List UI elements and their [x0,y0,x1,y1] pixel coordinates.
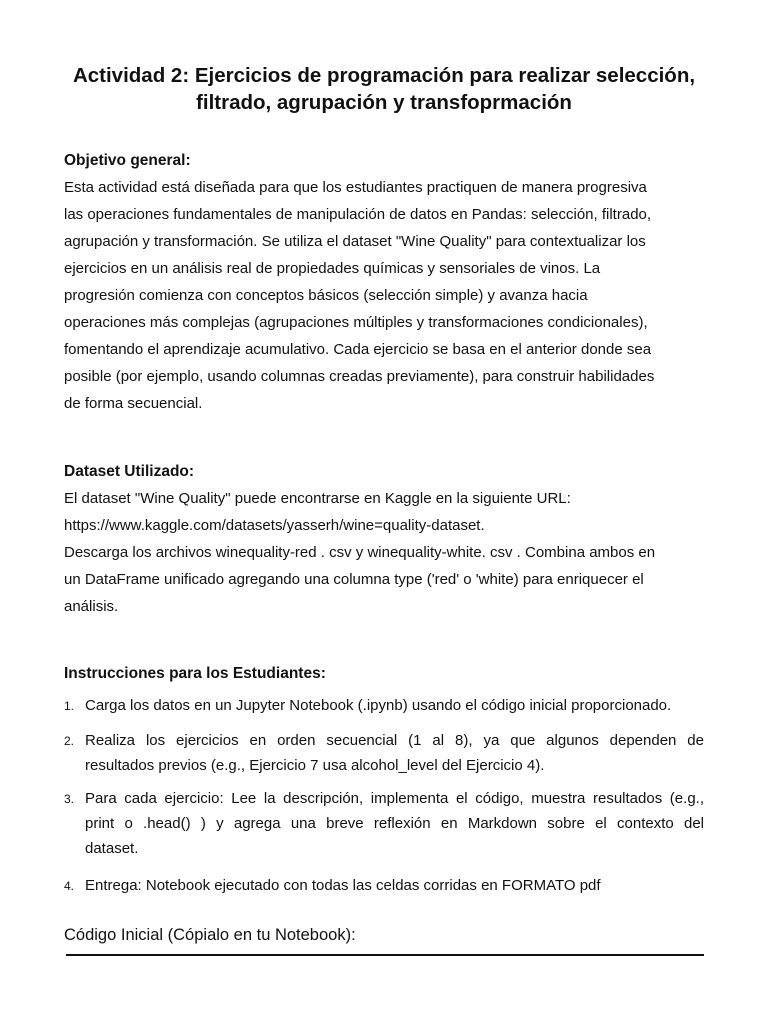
title-line-2: filtrado, agrupación y transfoprmación [196,91,572,114]
instrucciones-list [64,693,704,898]
item-number: 1. [64,699,75,713]
objetivo-heading: Objetivo general: [64,152,191,169]
item-number: 3. [64,792,75,806]
item-line: dataset. [85,840,139,857]
instruccion-item [64,873,704,898]
objetivo-paragraph [64,174,704,417]
dataset-line: El dataset "Wine Quality" puede encontrarse en Kaggle en la siguiente URL: [64,490,571,507]
dataset-line: un DataFrame unificado agregando una columna type ('red' o 'white) para enriquecer el [64,571,644,588]
objetivo-line: agrupación y transformación. Se utiliza el dataset "Wine Quality" para contextualizar los [64,233,646,250]
item-number: 2. [64,734,75,748]
dataset-url[interactable]: https://www.kaggle.com/datasets/yasserh/wine=quality-dataset. [64,517,485,534]
objetivo-line: fomentando el aprendizaje acumulativo. Cada ejercicio se basa en el anterior donde sea [64,341,652,358]
dataset-heading: Dataset Utilizado: [64,463,195,480]
objetivo-section [64,147,704,417]
item-number: 4. [64,879,75,893]
item-text [85,693,704,718]
item-line: Carga los datos en un Jupyter Notebook (.ipynb) usando el código inicial proporcionado. [85,697,672,714]
item-line: resultados previos (e.g., Ejercicio 7 usa alcohol_level del Ejercicio 4). [85,757,545,774]
codigo-inicial-label: Código Inicial (Cópialo en tu Notebook): [64,926,356,944]
instruccion-item [64,786,704,861]
item-line: print o .head() ) y agrega una breve reflexión en Markdown sobre el contexto del [85,815,704,832]
objetivo-line: ejercicios en un análisis real de propiedades químicas y sensoriales de vinos. La [64,260,601,277]
objetivo-line: progresión comienza con conceptos básicos (selección simple) y avanza hacia [64,287,588,304]
instrucciones-heading: Instrucciones para los Estudiantes: [64,665,326,682]
horizontal-rule [66,954,704,956]
objetivo-line: posible (por ejemplo, usando columnas creadas previamente), para construir habilidades [64,368,655,385]
item-line: Realiza los ejercicios en orden secuencial (1 al 8), ya que algunos dependen de [85,732,704,749]
dataset-line: análisis. [64,598,119,615]
instruccion-item [64,693,704,718]
dataset-section [64,458,704,620]
objetivo-line: Esta actividad está diseñada para que los estudiantes practiquen de manera progresiva [64,179,647,196]
document-title [60,62,708,116]
dataset-line: Descarga los archivos winequality-red . csv y winequality-white. csv . Combina ambos en [64,544,656,561]
item-text [85,728,704,778]
objetivo-line: de forma secuencial. [64,395,203,412]
objetivo-line: operaciones más complejas (agrupaciones múltiples y transformaciones condicionales), [64,314,648,331]
instruccion-item [64,728,704,778]
objetivo-line: las operaciones fundamentales de manipulación de datos en Pandas: selección, filtrado, [64,206,652,223]
item-text [85,873,704,898]
item-line: Para cada ejercicio: Lee la descripción, implementa el código, muestra resultados (e.g., [85,790,704,807]
dataset-paragraph [64,485,704,620]
item-line: Entrega: Notebook ejecutado con todas las celdas corridas en FORMATO pdf [85,877,601,894]
instrucciones-section [64,660,704,898]
title-line-1: Actividad 2: Ejercicios de programación para realizar selección, [72,64,696,87]
item-text [85,786,704,861]
